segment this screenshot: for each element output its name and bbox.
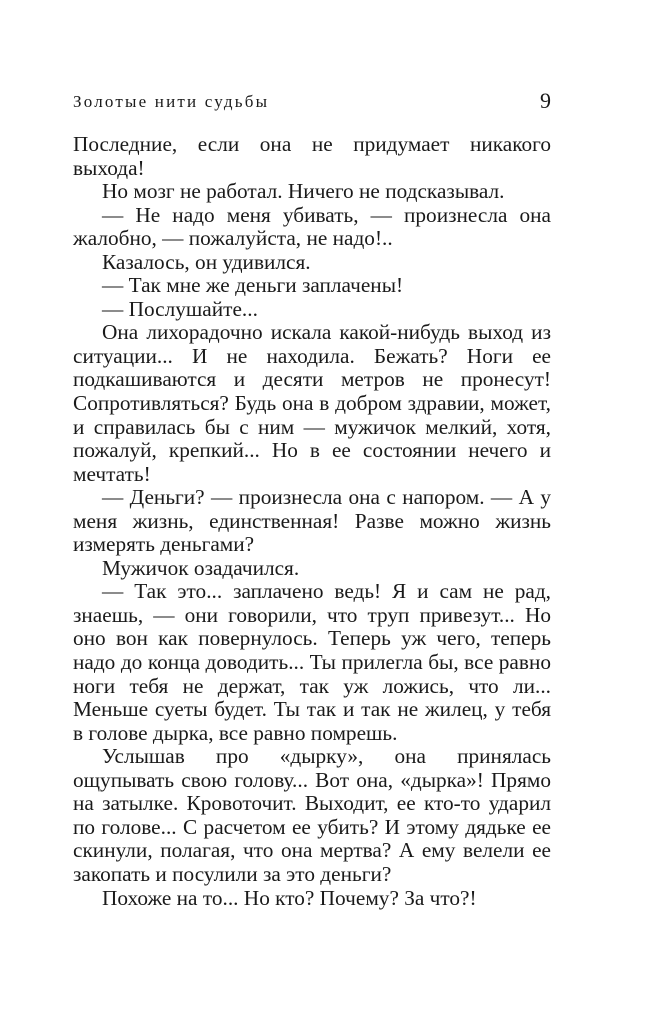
page-number: 9 bbox=[540, 88, 551, 113]
paragraph: — Послушайте... bbox=[102, 296, 258, 321]
paragraph: Она лихорадочно искала какой-нибудь выход из ситуации... И не находила. Бежать? Ноги ее подкашиваются и десяти метров не пронесут! Сопротивляться? Будь она в добром здравии, может, и справилась бы с ним — мужичок мелкий, хотя, пожалуй, крепкий... Но в ее состоянии нечего и мечтать! bbox=[73, 320, 551, 486]
paragraph: — Так это... заплачено ведь! Я и сам не рад, знаешь, — они говорили, что труп привезут... Но оно вон как повернулось. Теперь уж чего, теперь надо до конца доводить... Ты прилегла бы, все равно ноги тебя не держат, так уж ложись, что ли... Меньше суеты будет. Ты так и так не жилец, у тебя в голове дырка, все равно помрешь. bbox=[73, 579, 551, 745]
paragraph: Казалось, он удивился. bbox=[102, 249, 311, 274]
paragraph: — Деньги? — произнесла она с напором. — А у меня жизнь, единственная! Разве можно жизнь измерять деньгами? bbox=[73, 485, 551, 557]
body-text bbox=[73, 133, 551, 910]
running-header bbox=[73, 88, 551, 118]
paragraph: — Не надо меня убивать, — произнесла она жалобно, — пожалуйста, не надо!.. bbox=[73, 202, 551, 251]
paragraph: Но мозг не работал. Ничего не подсказывал. bbox=[102, 179, 505, 204]
book-title: Золотые нити судьбы bbox=[73, 92, 270, 111]
paragraph: Услышав про «дырку», она принялась ощупывать свою голову... Вот она, «дырка»! Прямо на затылке. Кровоточит. Выходит, ее кто-то ударил по голове... С расчетом ее убить? И этому дядьке ее скинули, полагая, что она мертва? А ему велели ее закопать и посулили за это деньги? bbox=[73, 744, 551, 886]
paragraph: — Так мне же деньги заплачены! bbox=[102, 273, 404, 298]
paragraph: Похоже на то... Но кто? Почему? За что?! bbox=[102, 885, 477, 910]
paragraph: Мужичок озадачился. bbox=[102, 555, 300, 580]
paragraph: Последние, если она не придумает никакого выхода! bbox=[73, 132, 551, 180]
